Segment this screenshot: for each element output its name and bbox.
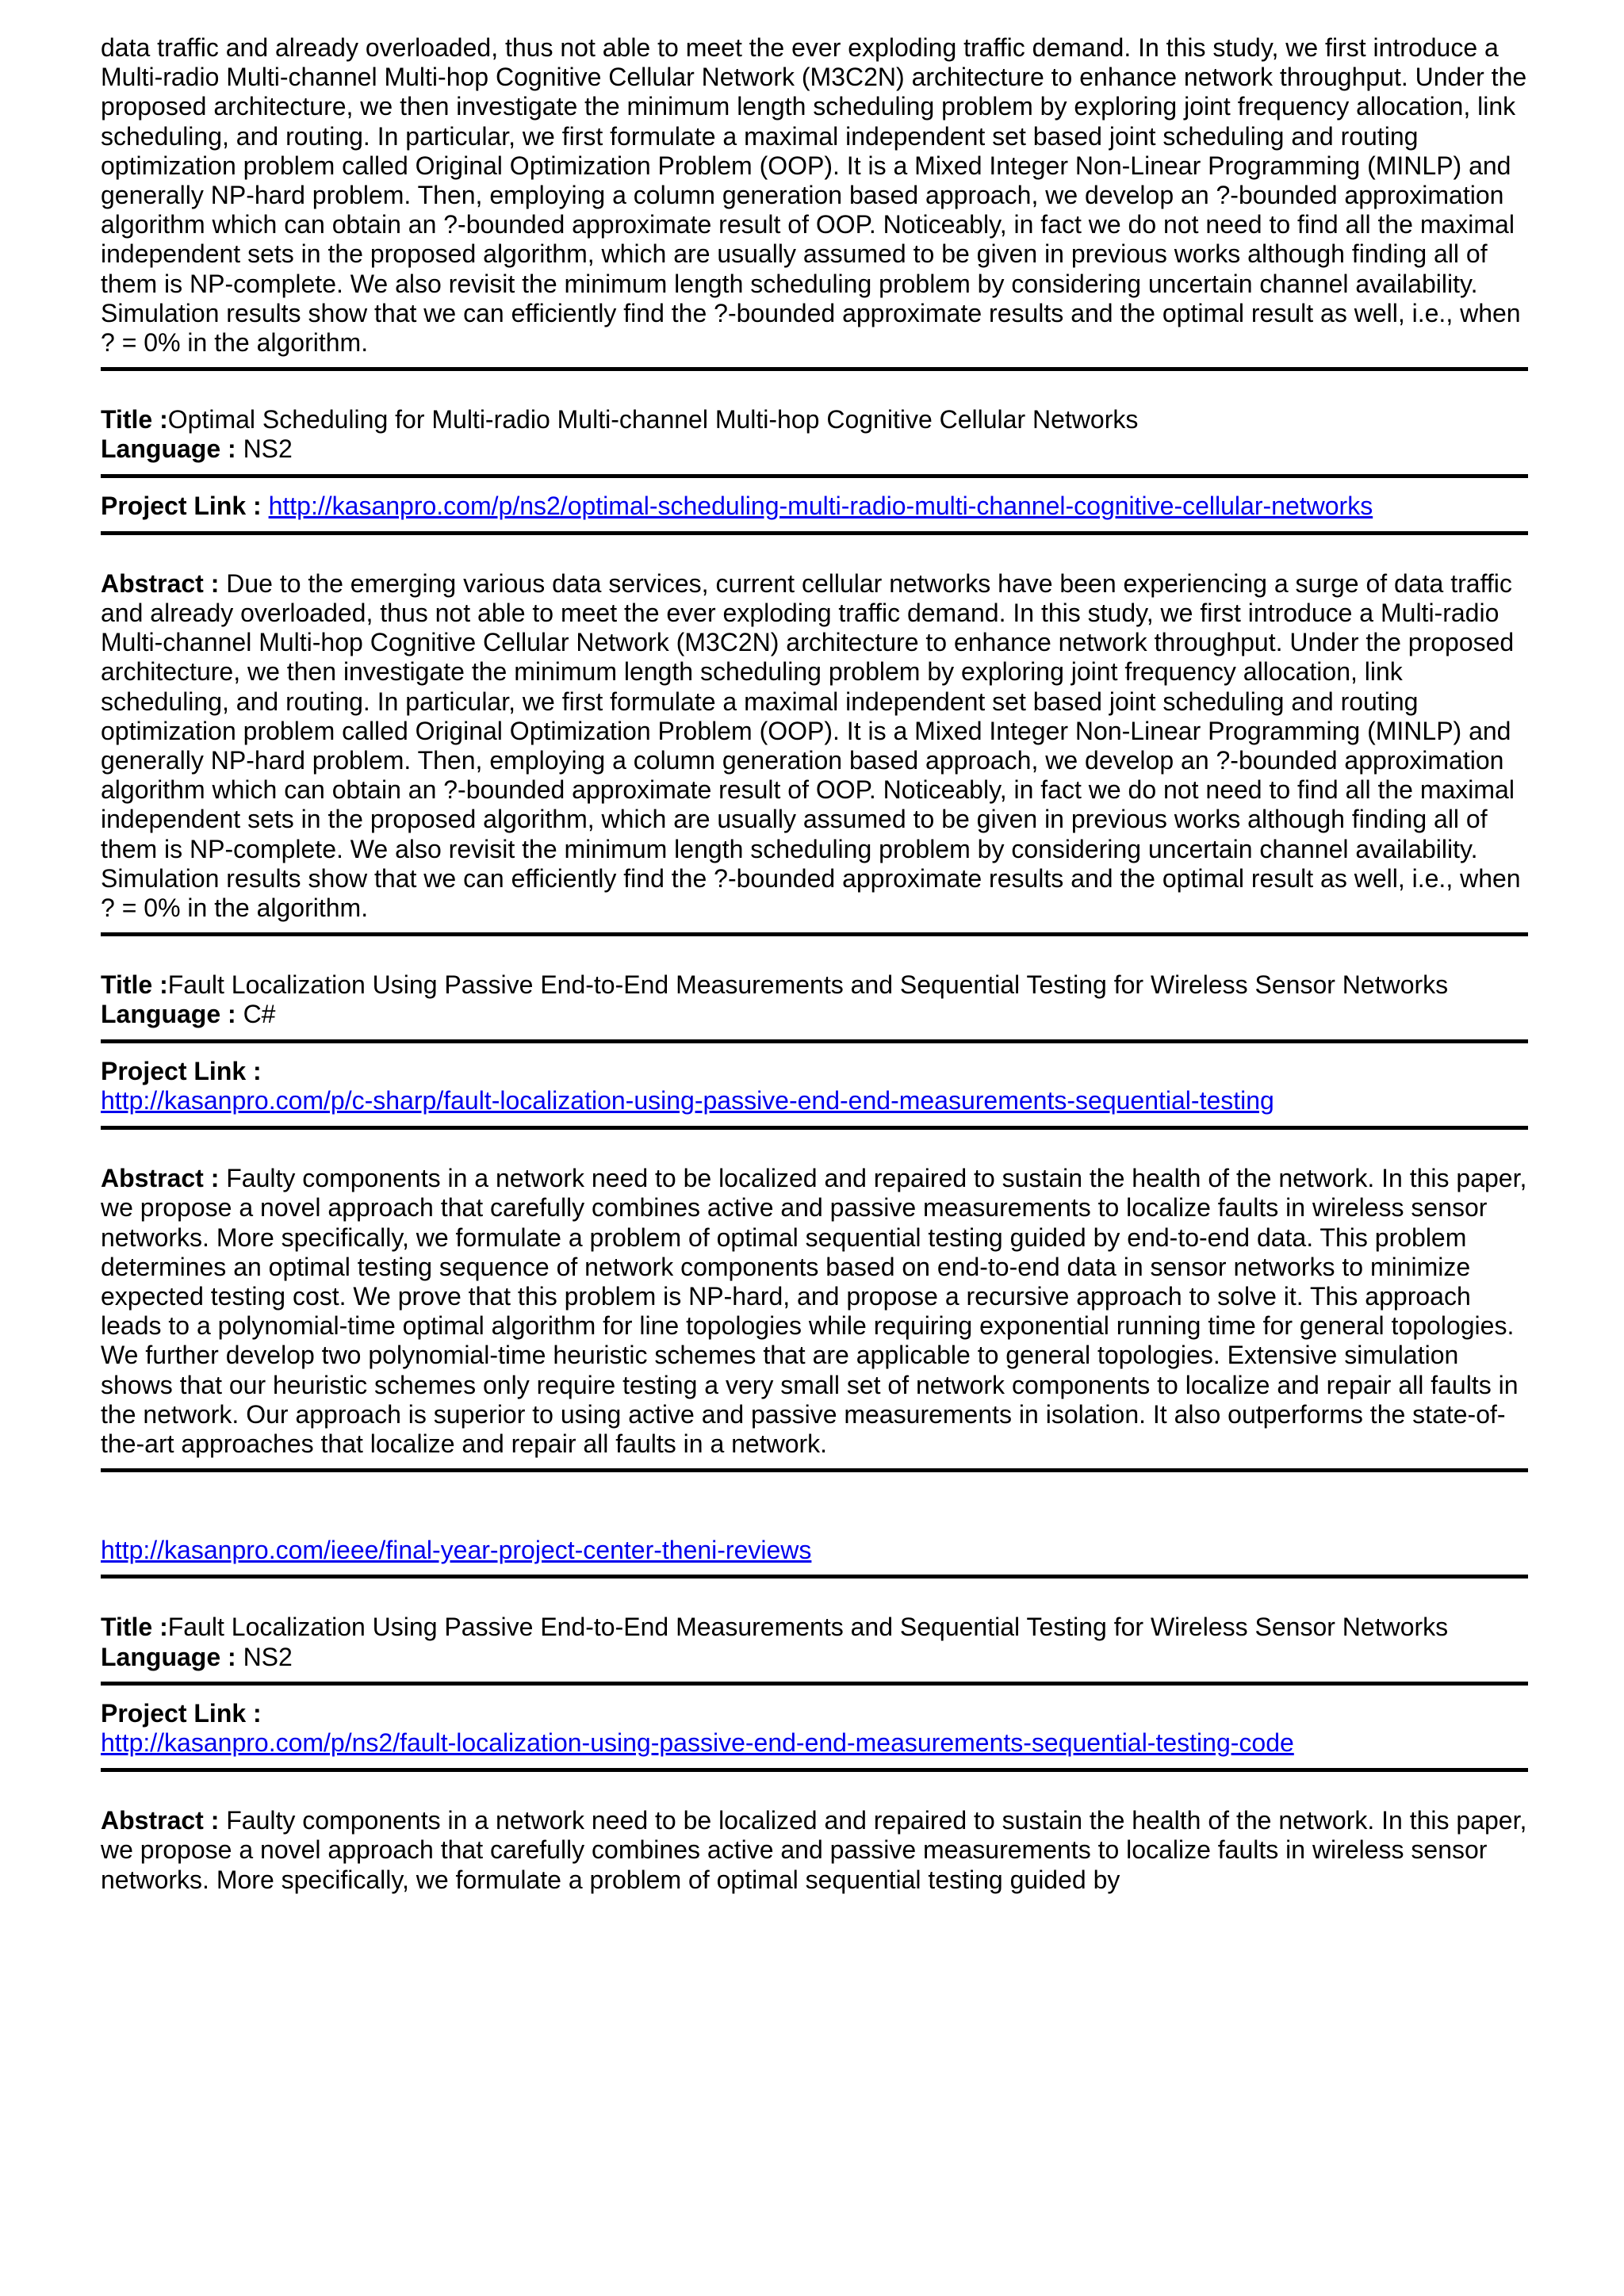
project-link[interactable]: http://kasanpro.com/p/ns2/optimal-scheduling-multi-radio-multi-channel-cognitive-cellular-networks — [268, 491, 1373, 520]
project-link-label: Project Link : — [101, 491, 262, 520]
abstract-continuation: data traffic and already overloaded, thus not able to meet the ever exploding traffic demand. In this study, we first introduce a Multi-radio Multi-channel Multi-hop Cognitive Cellular Network (M3C2N) architecture to enhance network throughput. Under the proposed architecture, we then investigate the minimum length scheduling problem by exploring joint frequency allocation, link scheduling, and routing. In particular, we first formulate a maximal independent set based joint scheduling and routing optimization problem called Original Optimization Problem (OOP). It is a Mixed Integer Non-Linear Programming (MINLP) and generally NP-hard problem. Then, employing a column generation based approach, we develop an ?-bounded approximation algorithm which can obtain an ?-bounded approximate result of OOP. Noticeably, in fact we do not need to find all the maximal independent sets in the proposed algorithm, which are usually assumed to be given in previous works although finding all of them is NP-complete. We also revisit the minimum length scheduling problem by considering uncertain channel availability. Simulation results show that we can efficiently find the ?-bounded approximate results and the optimal result as well, i.e., when ? = 0% in the algorithm. — [101, 33, 1527, 358]
project-abstract — [101, 1164, 1528, 1459]
section-divider — [101, 531, 1528, 535]
project-language-line — [101, 1643, 1528, 1672]
section-divider — [101, 474, 1528, 478]
section-divider — [101, 1126, 1528, 1130]
project-language: NS2 — [243, 1642, 293, 1671]
section-divider — [101, 932, 1528, 936]
project-title-line — [101, 970, 1528, 1000]
section-divider — [101, 1768, 1528, 1772]
language-label: Language : — [101, 434, 236, 464]
document-page — [101, 33, 1528, 1895]
project-language: NS2 — [243, 434, 293, 464]
abstract-label: Abstract : — [101, 1164, 220, 1193]
project-link-label: Project Link : — [101, 1698, 262, 1728]
project-title: Optimal Scheduling for Multi-radio Multi-channel Multi-hop Cognitive Cellular Networks — [167, 405, 1139, 434]
project-entry — [101, 405, 1528, 464]
section-divider — [101, 1682, 1528, 1686]
project-link[interactable]: http://kasanpro.com/p/ns2/fault-localization-using-passive-end-end-measurements-sequential-testing-code — [101, 1728, 1294, 1757]
section-divider — [101, 1575, 1528, 1578]
project-title-line — [101, 405, 1528, 434]
abstract-label: Abstract : — [101, 1806, 220, 1835]
title-label: Title : — [101, 970, 168, 1000]
section-divider — [101, 1039, 1528, 1043]
project-link-line — [101, 1057, 1528, 1115]
project-abstract — [101, 1806, 1528, 1895]
project-link-line — [101, 492, 1528, 521]
project-language: C# — [243, 1000, 276, 1029]
project-title-line — [101, 1613, 1528, 1642]
project-entry — [101, 1613, 1528, 1671]
project-link-line — [101, 1699, 1528, 1758]
project-link-label: Project Link : — [101, 1056, 262, 1085]
reviews-link-line — [101, 1536, 1528, 1565]
reviews-link[interactable]: http://kasanpro.com/ieee/final-year-project-center-theni-reviews — [101, 1536, 812, 1565]
project-title: Fault Localization Using Passive End-to-End Measurements and Sequential Testing for Wireless Sensor Networks — [167, 970, 1449, 1000]
title-label: Title : — [101, 1613, 168, 1642]
project-abstract-text: Faulty components in a network need to be localized and repaired to sustain the health of the network. In this paper, we propose a novel approach that carefully combines active and passive measurements to localize faults in wireless sensor networks. More specifically, we formulate a problem of optimal sequential testing guided by — [101, 1806, 1527, 1894]
project-language-line — [101, 434, 1528, 464]
project-abstract-text: Faulty components in a network need to be localized and repaired to sustain the health of the network. In this paper, we propose a novel approach that carefully combines active and passive measurements to localize faults in wireless sensor networks. More specifically, we formulate a problem of optimal sequential testing guided by end-to-end data. This problem determines an optimal testing sequence of network components based on end-to-end data in sensor networks to minimize expected testing cost. We prove that this problem is NP-hard, and propose a recursive approach to solve it. This approach leads to a polynomial-time optimal algorithm for line topologies while requiring exponential running time for general topologies. We further develop two polynomial-time heuristic schemes that are applicable to general topologies. Extensive simulation shows that our heuristic schemes only require testing a very small set of network components to localize and repair all faults in the network. Our approach is superior to using active and passive measurements in isolation. It also outperforms the state-of-the-art approaches that localize and repair all faults in a network. — [101, 1164, 1527, 1458]
project-language-line — [101, 1000, 1528, 1029]
section-divider — [101, 1468, 1528, 1472]
language-label: Language : — [101, 1000, 236, 1029]
section-divider — [101, 367, 1528, 371]
language-label: Language : — [101, 1642, 236, 1671]
project-abstract — [101, 569, 1528, 923]
abstract-label: Abstract : — [101, 568, 220, 598]
project-entry — [101, 970, 1528, 1029]
project-abstract-text: Due to the emerging various data services, current cellular networks have been experiencing a surge of data traffic and already overloaded, thus not able to meet the ever exploding traffic demand. In this study, we first introduce a Multi-radio Multi-channel Multi-hop Cognitive Cellular Network (M3C2N) architecture to enhance network throughput. Under the proposed architecture, we then investigate the minimum length scheduling problem by exploring joint frequency allocation, link scheduling, and routing. In particular, we first formulate a maximal independent set based joint scheduling and routing optimization problem called Original Optimization Problem (OOP). It is a Mixed Integer Non-Linear Programming (MINLP) and generally NP-hard problem. Then, employing a column generation based approach, we develop an ?-bounded approximation algorithm which can obtain an ?-bounded approximate result of OOP. Noticeably, in fact we do not need to find all the maximal independent sets in the proposed algorithm, which are usually assumed to be given in previous works although finding all of them is NP-complete. We also revisit the minimum length scheduling problem by considering uncertain channel availability. Simulation results show that we can efficiently find the ?-bounded approximate results and the optimal result as well, i.e., when ? = 0% in the algorithm. — [101, 568, 1521, 923]
project-title: Fault Localization Using Passive End-to-End Measurements and Sequential Testing for Wireless Sensor Networks — [167, 1613, 1449, 1642]
title-label: Title : — [101, 405, 168, 434]
project-link[interactable]: http://kasanpro.com/p/c-sharp/fault-localization-using-passive-end-end-measurements-sequential-testing — [101, 1085, 1274, 1115]
